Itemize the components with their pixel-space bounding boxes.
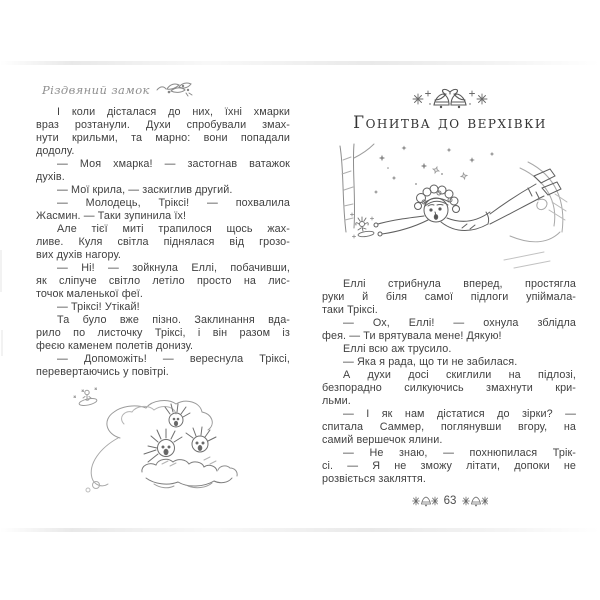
text-line: самий вершечок ялини. — [322, 434, 443, 446]
text-line: враз розтанули. Духи спробували змах- — [36, 119, 290, 131]
text-line: ливе. Куля світла піднялася від грозо- — [36, 236, 290, 248]
text-line: додолу. — [36, 145, 75, 157]
text-line: таки Тріксі. — [322, 304, 378, 316]
text-line: безпорадно силкуючись змахнути кри- — [322, 382, 576, 394]
left-page — [36, 80, 292, 540]
text-line: — Ох, Еллі! — охнула зблідла — [343, 317, 576, 329]
text-line: І коли дісталася до них, їхні хмарки — [57, 106, 290, 118]
text-line: — Моя хмарка! — застогнав ватажок — [57, 158, 290, 170]
footer-ornament-left-icon — [412, 495, 438, 507]
flying-girl-illustration — [324, 140, 569, 278]
text-line: феєю каменем полетів донизу. — [36, 340, 194, 352]
text-line: А духи досі скиглили на підлозі, — [343, 369, 576, 381]
text-line: Жасмин. — Таки зупинила їх! — [36, 210, 187, 222]
running-header — [42, 81, 193, 97]
storm-spirits-illustration — [58, 386, 243, 504]
scan-edge-top — [0, 61, 600, 65]
footer-ornament-right-icon — [462, 495, 488, 507]
chapter-title: Гонитва до верхівки — [353, 113, 547, 132]
text-line: — Не знаю, — похнюпилася Трік- — [343, 447, 576, 459]
text-line: — Допоможіть! — вереснула Тріксі, — [57, 353, 290, 365]
text-line: руки й біля самої підлоги упіймала- — [322, 291, 576, 303]
page-footer — [322, 495, 578, 507]
text-line: фея. — Ти врятувала мене! Дякую! — [322, 330, 502, 342]
text-line: Та було вже пізно. Заклинання вда- — [57, 314, 290, 326]
text-line: нути крильми, та марно: вони попадали — [36, 132, 290, 144]
text-line: — Ні! — зойкнула Еллі, побачивши, — [57, 262, 290, 274]
text-line: як сліпуче світло летіло просто на лис- — [36, 275, 290, 287]
scan-smudge — [1, 330, 3, 356]
page-number: 63 — [443, 495, 457, 507]
text-line: Еллі стрибнула вперед, простягла — [343, 278, 576, 290]
girl-figure — [374, 169, 561, 236]
text-line: Еллі всю аж трусило. — [343, 343, 452, 355]
running-header-text: Різдвяний замок — [42, 83, 150, 97]
text-line: Але тієї миті трапилося щось жах- — [57, 223, 290, 235]
text-line: — Тріксі! Утікай! — [57, 301, 140, 313]
right-page — [322, 80, 578, 540]
text-line: перевертаючись у повітрі. — [36, 366, 169, 378]
text-line: духів. — [36, 171, 65, 183]
text-line: рило по листочку Тріксі, і він разом із — [36, 327, 290, 339]
left-page-text — [36, 106, 290, 379]
text-line: — Мої крила, — заскиглив другий. — [57, 184, 233, 196]
right-page-text — [322, 278, 576, 486]
text-line: — І як нам дістатися до зірки? — — [343, 408, 576, 420]
text-line: льми. — [322, 395, 351, 407]
text-line: вих духів нагору. — [36, 249, 121, 261]
floral-ornament-icon — [155, 81, 193, 97]
scan-smudge — [0, 250, 2, 292]
text-line: — Яка я рада, що ти не забилася. — [343, 356, 518, 368]
bells-ornament-icon — [408, 86, 492, 112]
text-line: розвіється закляття. — [322, 473, 426, 485]
text-line: спитала Саммер, поглянувши вгору, на — [322, 421, 576, 433]
text-line: сі. — Я не зможу літати, допоки не — [322, 460, 576, 472]
text-line: — Молодець, Тріксі! — похвалила — [57, 197, 290, 209]
text-line: точок маленької феї. — [36, 288, 144, 300]
